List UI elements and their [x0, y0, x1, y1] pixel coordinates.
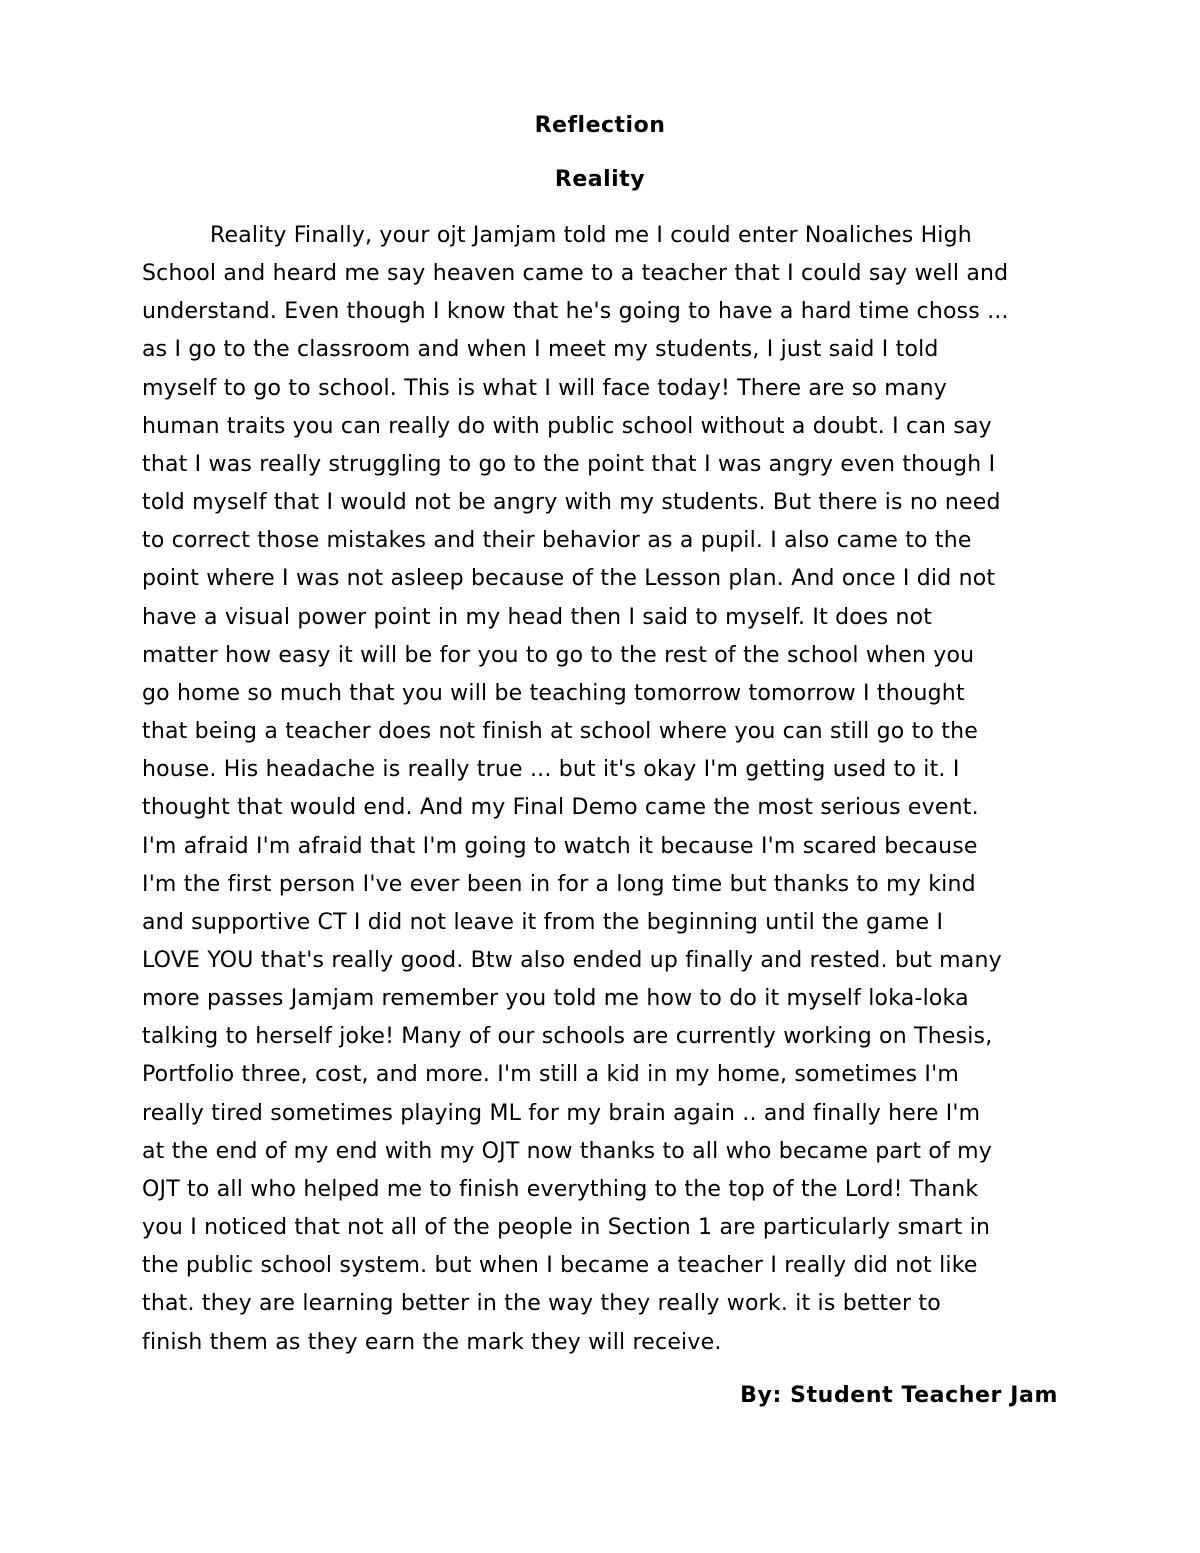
body-line: have a visual power point in my head then I said to myself. It does not: [142, 604, 933, 630]
body-line: understand. Even though I know that he's going to have a hard time choss ...: [142, 299, 1009, 325]
body-line: finish them as they earn the mark they will receive.: [142, 1329, 722, 1355]
body-line: OJT to all who helped me to finish everything to the top of the Lord! Thank: [142, 1176, 979, 1202]
body-line: I'm afraid I'm afraid that I'm going to watch it because I'm scared because: [142, 833, 978, 859]
body-line: I'm the first person I've ever been in for a long time but thanks to my kind: [142, 871, 976, 897]
author-signature: By: Student Teacher Jam: [740, 1383, 1058, 1408]
body-line: and supportive CT I did not leave it from the beginning until the game I: [142, 909, 944, 935]
body-line: talking to herself joke! Many of our schools are currently working on Thesis,: [142, 1024, 993, 1050]
body-line: more passes Jamjam remember you told me how to do it myself loka-loka: [142, 986, 969, 1012]
body-line: to correct those mistakes and their behavior as a pupil. I also came to the: [142, 528, 972, 554]
body-line: go home so much that you will be teaching tomorrow tomorrow I thought: [142, 680, 965, 706]
body-line: really tired sometimes playing ML for my brain again .. and finally here I'm: [142, 1100, 981, 1126]
body-line: the public school system. but when I became a teacher I really did not like: [142, 1253, 978, 1279]
body-line: that being a teacher does not finish at school where you can still go to the: [142, 719, 978, 745]
body-line: house. His headache is really true ... but it's okay I'm getting used to it. I: [142, 757, 960, 783]
body-line: told myself that I would not be angry with my students. But there is no need: [142, 490, 1001, 516]
body-line: School and heard me say heaven came to a teacher that I could say well and: [142, 261, 1009, 287]
body-line: point where I was not asleep because of the Lesson plan. And once I did not: [142, 566, 996, 592]
body-line: Portfolio three, cost, and more. I'm still a kid in my home, sometimes I'm: [142, 1062, 959, 1088]
body-line: you I noticed that not all of the people in Section 1 are particularly smart in: [142, 1215, 991, 1241]
body-line: that. they are learning better in the way they really work. it is better to: [142, 1291, 941, 1317]
body-line: that I was really struggling to go to the point that I was angry even though I: [142, 451, 996, 477]
reflection-body: [142, 217, 1067, 1362]
body-line: human traits you can really do with public school without a doubt. I can say: [142, 413, 992, 439]
body-line: thought that would end. And my Final Demo came the most serious event.: [142, 795, 979, 821]
document-subheading: Reality: [554, 167, 646, 192]
body-line: myself to go to school. This is what I will face today! There are so many: [142, 375, 947, 401]
body-line: LOVE YOU that's really good. Btw also ended up finally and rested. but many: [142, 947, 1002, 973]
body-line: Reality Finally, your ojt Jamjam told me I could enter Noaliches High: [210, 223, 972, 248]
body-line: as I go to the classroom and when I meet my students, I just said I told: [142, 337, 939, 363]
body-line: at the end of my end with my OJT now thanks to all who became part of my: [142, 1138, 993, 1164]
document-heading: Reflection: [534, 113, 666, 138]
body-line: matter how easy it will be for you to go to the rest of the school when you: [142, 642, 975, 668]
